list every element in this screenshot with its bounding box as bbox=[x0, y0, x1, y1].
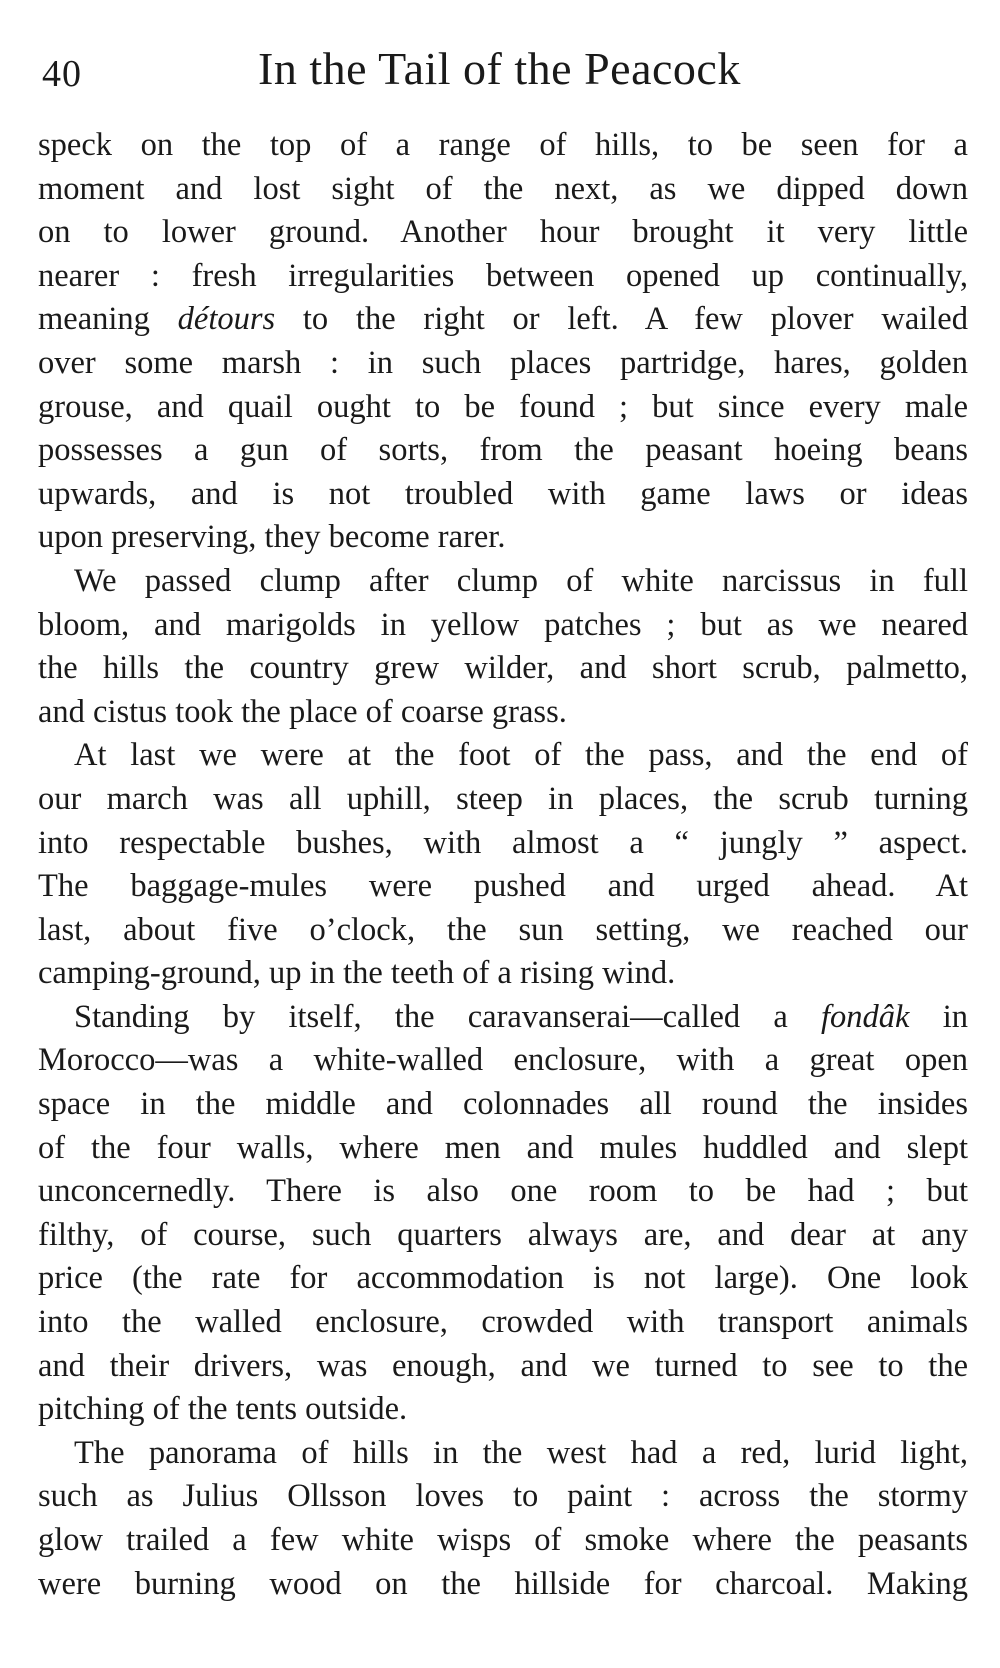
text-line: nearer : fresh irregularities between opened up continually, bbox=[38, 257, 968, 294]
text-line: into respectable bushes, with almost a “ jungly ” aspect. bbox=[38, 824, 968, 861]
text-line: The baggage-mules were pushed and urged ahead. At bbox=[38, 868, 968, 905]
text-line: and cistus took the place of coarse grass. bbox=[38, 693, 567, 730]
text-line: were burning wood on the hillside for charcoal. Making bbox=[38, 1565, 968, 1602]
text-line: Morocco—was a white-walled enclosure, with a great open bbox=[38, 1042, 968, 1079]
text-segment: Standing by itself, the caravanserai—called a bbox=[74, 998, 822, 1035]
text-line bbox=[38, 996, 968, 1040]
text-line: moment and lost sight of the next, as we dipped down bbox=[38, 170, 968, 207]
text-line: on to lower ground. Another hour brought it very little bbox=[38, 214, 968, 251]
italic-word: fondâk bbox=[821, 998, 910, 1035]
text-line: and their drivers, was enough, and we turned to see to the bbox=[38, 1347, 968, 1384]
paragraph bbox=[38, 996, 968, 1432]
text-line: our march was all uphill, steep in places, the scrub turning bbox=[38, 780, 968, 817]
text-line: possesses a gun of sorts, from the peasant hoeing beans bbox=[38, 432, 968, 469]
text-line: The panorama of hills in the west had a red, lurid light, bbox=[74, 1434, 968, 1471]
text-line: such as Julius Ollsson loves to paint : across the stormy bbox=[38, 1478, 968, 1515]
text-line: filthy, of course, such quarters always are, and dear at any bbox=[38, 1216, 968, 1253]
text-line: At last we were at the foot of the pass, and the end of bbox=[74, 737, 968, 774]
text-line: upon preserving, they become rarer. bbox=[38, 519, 506, 556]
text-line: unconcernedly. There is also one room to be had ; but bbox=[38, 1173, 968, 1210]
text-line: the hills the country grew wilder, and short scrub, palmetto, bbox=[38, 650, 968, 687]
text-line: glow trailed a few white wisps of smoke where the peasants bbox=[38, 1522, 968, 1558]
text-segment: meaning bbox=[38, 301, 178, 338]
text-line: last, about five o’clock, the sun setting, we reached our bbox=[38, 911, 968, 948]
text-line: We passed clump after clump of white narcissus in full bbox=[74, 562, 968, 599]
page-header bbox=[42, 42, 962, 102]
page-number: 40 bbox=[42, 53, 82, 95]
text-line bbox=[38, 298, 968, 342]
text-line: grouse, and quail ought to be found ; but since every male bbox=[38, 388, 968, 425]
text-line: over some marsh : in such places partridge, hares, golden bbox=[38, 344, 968, 381]
paragraph bbox=[38, 124, 968, 560]
text-line: into the walled enclosure, crowded with transport animals bbox=[38, 1304, 968, 1341]
text-line: camping-ground, up in the teeth of a rising wind. bbox=[38, 955, 676, 992]
text-line: space in the middle and colonnades all round the insides bbox=[38, 1086, 968, 1123]
text-line: pitching of the tents outside. bbox=[38, 1391, 408, 1428]
paragraph bbox=[38, 560, 968, 734]
running-title: In the Tail of the Peacock bbox=[258, 43, 741, 94]
body-text bbox=[38, 124, 968, 1606]
text-line: upwards, and is not troubled with game laws or ideas bbox=[38, 475, 968, 512]
text-line: of the four walls, where men and mules huddled and slept bbox=[38, 1129, 968, 1166]
text-line: bloom, and marigolds in yellow patches ; but as we neared bbox=[38, 606, 968, 643]
text-line: speck on the top of a range of hills, to be seen for a bbox=[38, 127, 968, 163]
paragraph bbox=[38, 1432, 968, 1606]
text-segment: to the right or left. A few plover wailed bbox=[275, 301, 968, 338]
text-segment: in bbox=[909, 998, 968, 1035]
paragraph bbox=[38, 734, 968, 996]
italic-word: détours bbox=[177, 301, 276, 338]
text-line: price (the rate for accommodation is not large). One look bbox=[38, 1260, 968, 1297]
